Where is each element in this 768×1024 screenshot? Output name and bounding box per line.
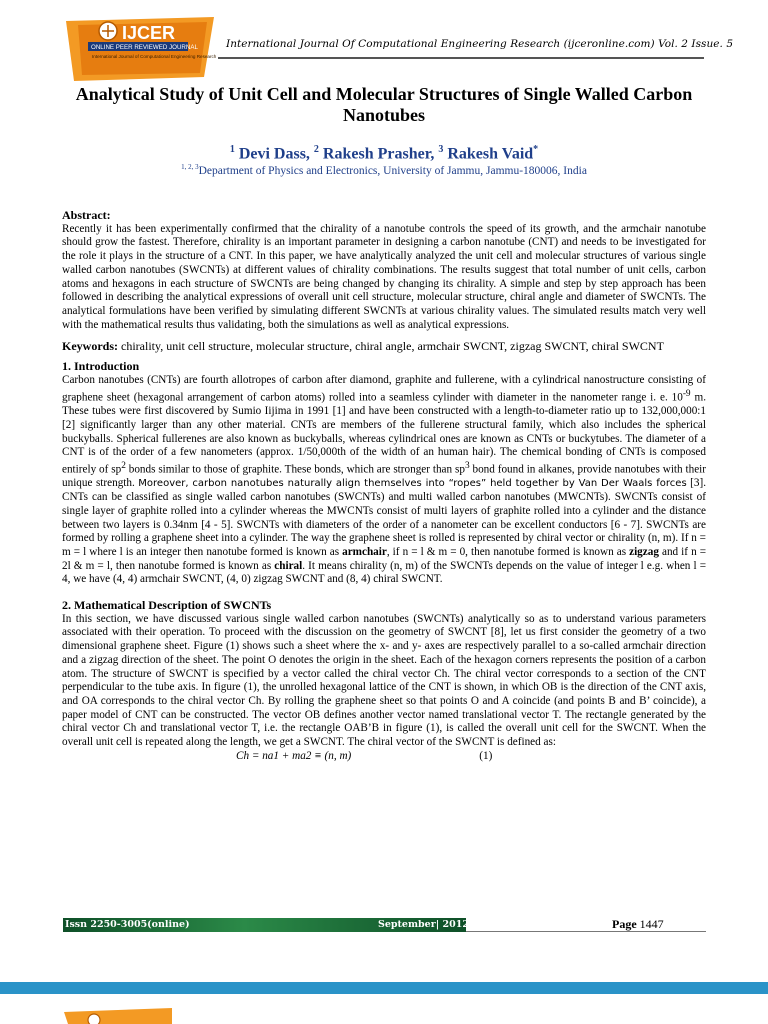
footer-page <box>612 917 664 932</box>
keywords <box>62 339 706 353</box>
paper-body <box>62 209 706 763</box>
abstract-heading: Abstract: <box>62 208 111 222</box>
page-label: Page <box>612 917 637 931</box>
equation-number: (1) <box>479 749 493 762</box>
author-superscript: 2 <box>313 144 319 155</box>
affiliation-superscript: 1, 2, 3 <box>181 163 199 171</box>
next-page-logo-fragment <box>64 1008 174 1024</box>
section2-heading: 2. Mathematical Description of SWCNTs <box>62 598 272 613</box>
abstract-text: Recently it has been experimentally confirmed that the chirality of a nanotube controls the speed of its growth, and the armchair nanotube should grow the fastest. Therefore, chirality is an important parameter in designing a carbon nanotube (CNT) and needs to be investigated for the role it plays in the structure of a CNT. In this paper, we have analytically analyzed the unit cell and molecular structures of various single walled carbon nanotubes (SWCNTs) at different values of chirality combinations. The results suggest that total number of unit cells, carbon atoms and hexagons in each structure of SWCNTs are being changed by changing its chirality. A simple and step by step approach has been followed in describing the analytical expressions of overall unit cell structure, molecular structure, chiral angle and diameter of SWCNTs. The analytical formulations have been verified by simulating different SWCNTs at various chirality values. The simulated results match very well with the mathematical results thus validating, both the simulations as well as analytical expressions. <box>62 222 706 331</box>
author-superscript: 3 <box>438 144 444 155</box>
intro-text: Carbon nanotubes (CNTs) are fourth allotropes of carbon after diamond, graphite and fullerene, with a cylindrical nanostructure consisting of graphene sheet (hexagonal arrangement of carbon atoms) rolled into a seamless cylinder with diameter in the nanometer range i. e. $10^{-9}$ m. These tubes were first discovered by Sumio Iijima in 1991 [1] and have been constructed with a length-to-diameter ratio up to 132,000,000:1 [2] significantly larger than any other material. CNTs are members of the fullerene structural family, which also includes the spherical buckyballs. Spherical fullerenes are also known as buckyballs, whereas cylindrical ones are known as CNTs or buckytubes. The diameter of a CNT is of the order of a few nanometers (approx. 1/50,000th of the width of an human hair). The chemical bonding of CNTs is composed entirely of $sp^2$ bonds similar to those of graphite. These bonds, which are stronger than $sp^3$ bond found in alkanes, provide nanotubes with their unique strength. Moreover, carbon nanotubes naturally align themselves into “ropes” held together by Van Der Waals forces [3]. CNTs can be classified as single walled carbon nanotubes (SWCNTs) and multi walled carbon nanotubes (MWCNTs). SWCNTs consist of single layer of graphite rolled into a cylinder whereas the MWCNTs consist of multi layers of graphite rolled into a cylinder and the distance between two layers is 0.34nm [4 - 5]. SWCNTs with diameters of the order of a nanometer can be excellent conductors [6 - 7]. SWCNTs are formed by rolling a graphene sheet into a cylinder. The way the graphene sheet is rolled is represented by chiral vector or chirality (n, m). If n = m = l where l is an integer then nanotube formed is known as armchair, if n = l & m = 0, then nanotube formed is known as zigzag and if n = 2l & m = l, then nanotube formed is known as chiral. It means chirality (n, m) of the SWCNTs depends on the value of integer l e.g. when l = 4, we have (4, 4) armchair SWCNT, (4, 0) zigzag SWCNT and (8, 4) chiral SWCNT. <box>62 374 707 586</box>
intro-heading: 1. Introduction <box>62 359 140 374</box>
logo-tagline: ONLINE PEER REVIEWED JOURNAL <box>91 44 198 51</box>
author-list <box>64 144 704 163</box>
corresponding-mark: * <box>533 144 539 155</box>
journal-header: International Journal Of Computational Engineering Research (ijceronline.com) Vol. 2 Issue. 5 <box>226 38 734 50</box>
equation-text: Ch = na1 + ma2 ≡ (n, m) <box>236 749 352 762</box>
keywords-text: chirality, unit cell structure, molecular structure, chiral angle, armchair SWCNT, zigzag SWCNT, chiral SWCNT <box>121 339 664 354</box>
keywords-label: Keywords: <box>62 339 118 354</box>
section2-text: In this section, we have discussed various single walled carbon nanotubes (SWCNTs) analytically so as to understand various parameters associated with their operation. To proceed with the discussion on the geometry of SWCNT [8], let us first consider the geometry of a two dimensional graphene sheet. Figure (1) shows such a sheet where the x- and y- axes are respectively parallel to a so-called armchair direction and a zigzag direction of the sheet. The point O denotes the origin in the sheet. Each of the hexagon corners represents the position of a carbon atom. The structure of SWCNT is specified by a vector called the chiral vector Ch. The chiral vector corresponds to a section of the CNT perpendicular to the tube axis. In figure (1), the unrolled hexagonal lattice of the CNT is shown, in which OB is the direction of the CNT axis, and OA corresponds to the chiral vector Ch. By rolling the graphene sheet so that points O and A coincide (and points B and B’ coincide), a paper model of CNT can be constructed. The vector OB defines another vector named translational vector T. The rectangle generated by the chiral vector Ch and translational vector T, i.e. the rectangle OAB’B in figure (1), is called the overall unit cell for the SWCNT. When the overall unit cell is repeated along the length, we get a SWCNT. The chiral vector of the SWCNT is defined as: <box>62 612 706 749</box>
author-name: Devi Dass, <box>238 145 310 163</box>
journal-logo <box>64 15 219 83</box>
equation-1 <box>62 750 706 764</box>
logo-subtitle: International Journal of Computational Engineering Research <box>92 54 217 59</box>
header-divider <box>218 57 704 59</box>
page-number: 1447 <box>639 917 664 931</box>
logo-title: IJCER <box>122 23 176 43</box>
footer-date: September| 2012 <box>378 919 469 930</box>
footer-divider <box>466 931 706 932</box>
author-name: Rakesh Prasher, <box>322 145 435 163</box>
footer-issn: Issn 2250-3005(online) <box>65 919 190 930</box>
author-name: Rakesh Vaid <box>447 145 534 163</box>
paper-title: Analytical Study of Unit Cell and Molecular Structures of Single Walled Carbon Nanotubes <box>75 84 693 125</box>
author-superscript: 1 <box>229 144 235 155</box>
affiliation <box>64 163 704 177</box>
affiliation-text: Department of Physics and Electronics, University of Jammu, Jammu-180006, India <box>198 164 587 177</box>
page-separator <box>0 982 768 994</box>
